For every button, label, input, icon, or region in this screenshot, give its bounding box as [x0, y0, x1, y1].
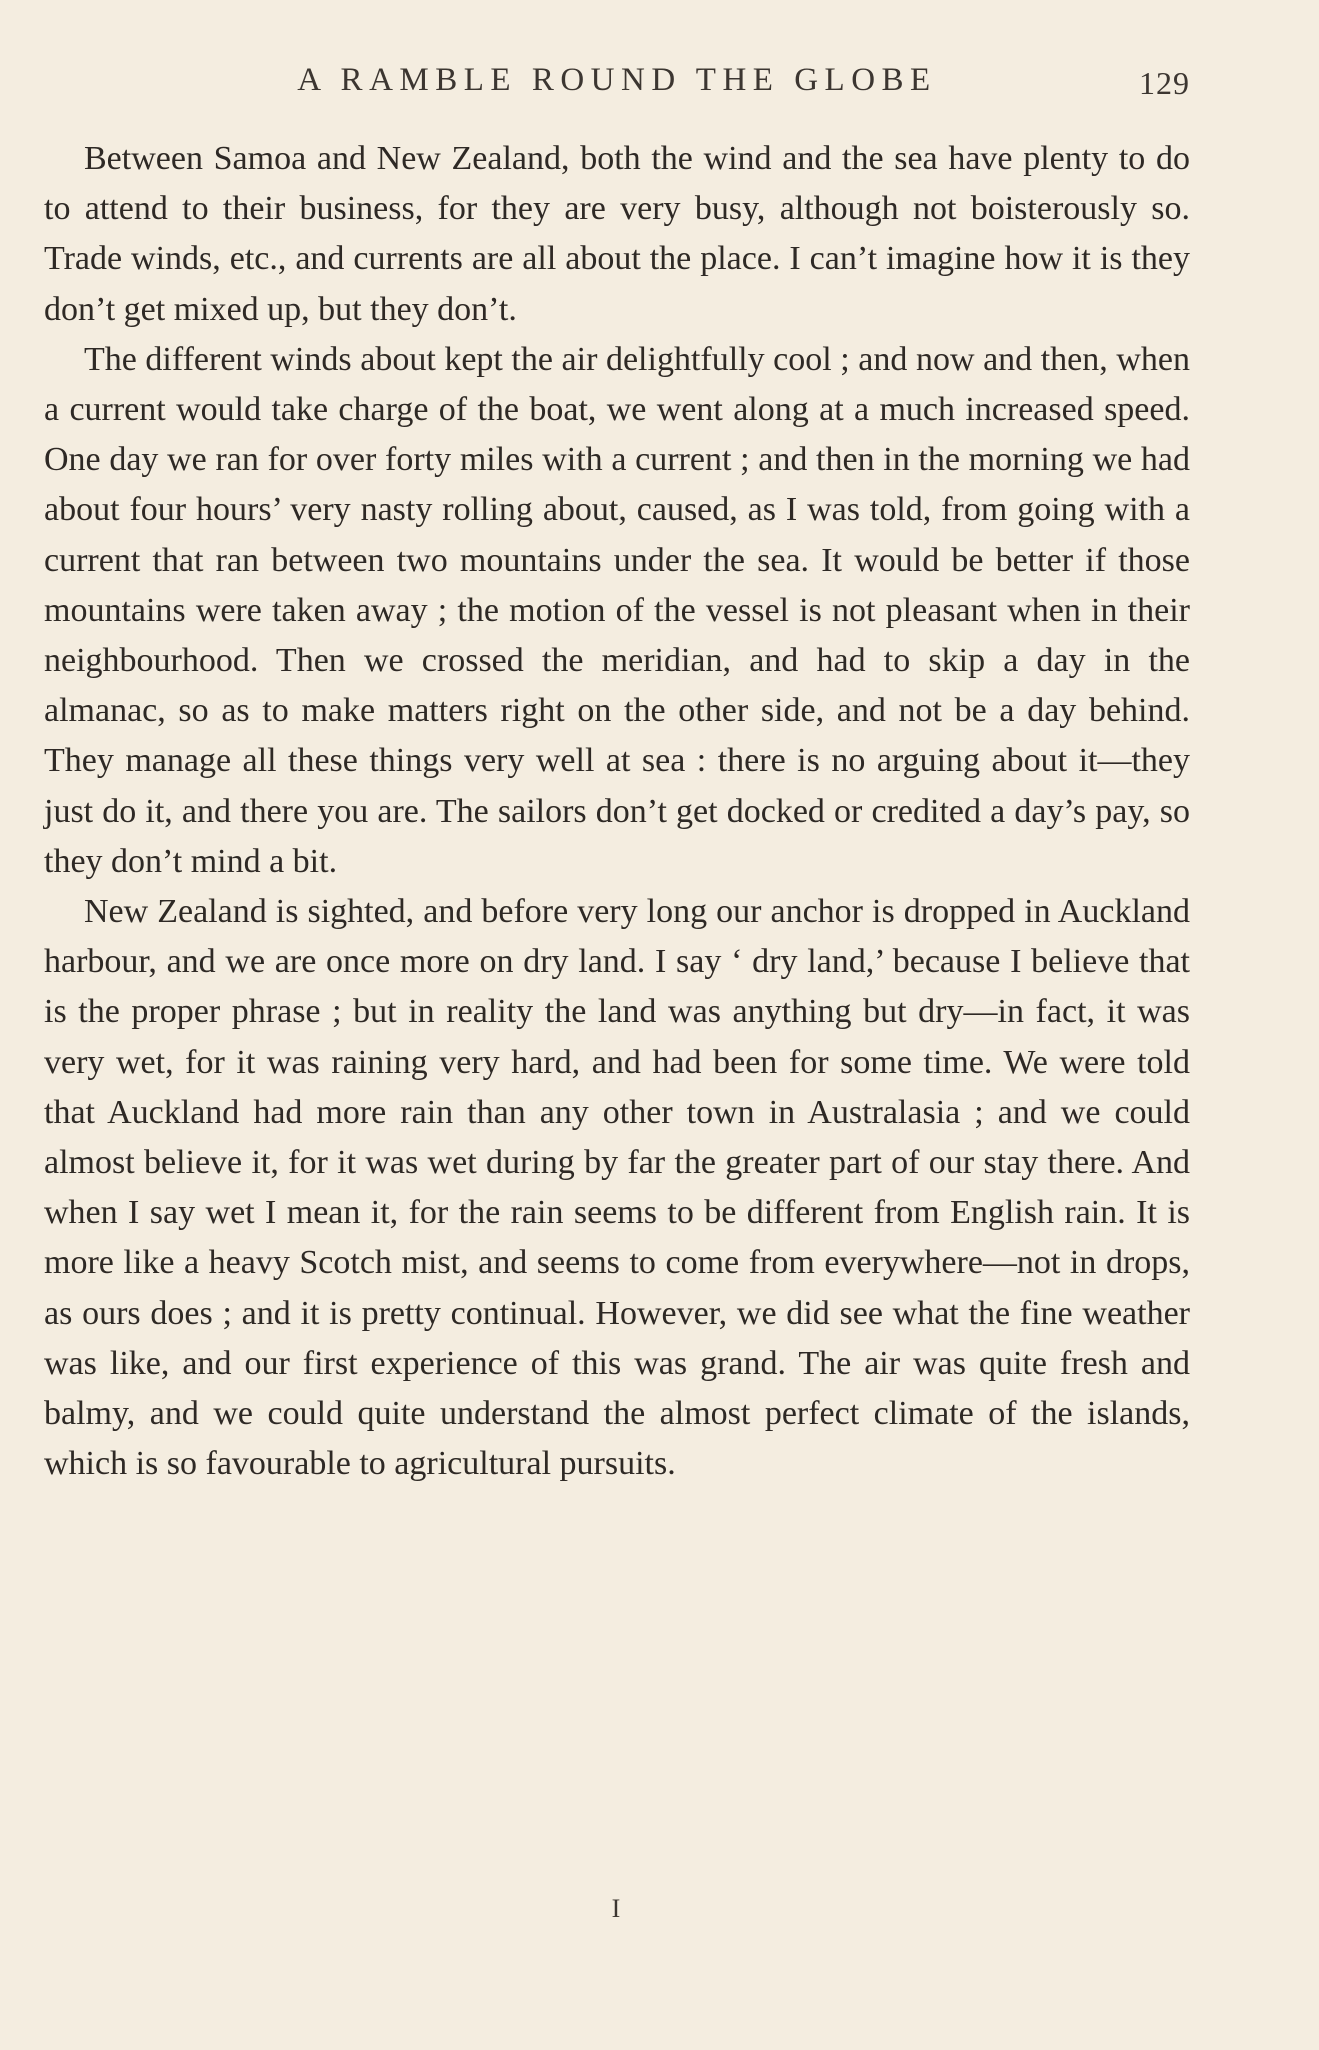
page-number: 129: [1139, 65, 1190, 101]
running-head: [44, 62, 1190, 110]
paragraph-2: The different winds about kept the air delightfully cool ; and now and then, when a current would take charge of the boat, we went along at a much increased speed. One day we ran for over forty miles with a current ; and then in the morning we had about four hours’ very nasty rolling about, caused, as I was told, from going with a current that ran between two mountains under the sea. It would be better if those mountains were taken away ; the motion of the vessel is not pleasant when in their neighbourhood. Then we crossed the meridian, and had to skip a day in the almanac, so as to make matters right on the other side, and not be a day behind. They manage all these things very well at sea : there is no arguing about it—they just do it, and there you are. The sailors don’t get docked or credited a day’s pay, so they don’t mind a bit.: [44, 340, 1190, 880]
running-title: A RAMBLE ROUND THE GLOBE: [297, 62, 937, 98]
signature-mark: I: [611, 1894, 621, 1923]
paragraph-3: New Zealand is sighted, and before very long our anchor is dropped in Auckland harbour, and we are once more on dry land. I say ‘ dry land,’ because I believe that is the proper phrase ; but in reality the land was anything but dry—in fact, it was very wet, for it was raining very hard, and had been for some time. We were told that Auckland had more rain than any other town in Australasia ; and we could almost believe it, for it was wet during by far the greater part of our stay there. And when I say wet I mean it, for the rain seems to be different from English rain. It is more like a heavy Scotch mist, and seems to come from everywhere—not in drops, as ours does ; and it is pretty continual. However, we did see what the fine weather was like, and our first experience of this was grand. The air was quite fresh and balmy, and we could quite understand the almost perfect climate of the islands, which is so favourable to agricultural pursuits.: [44, 893, 1190, 1483]
body-text: [44, 134, 1190, 1489]
paragraph-1: Between Samoa and New Zealand, both the wind and the sea have plenty to do to attend to their business, for they are very busy, although not boisterously so. Trade winds, etc., and currents are all about the place. I can’t imagine how it is they don’t get mixed up, but they don’t.: [44, 140, 1190, 328]
